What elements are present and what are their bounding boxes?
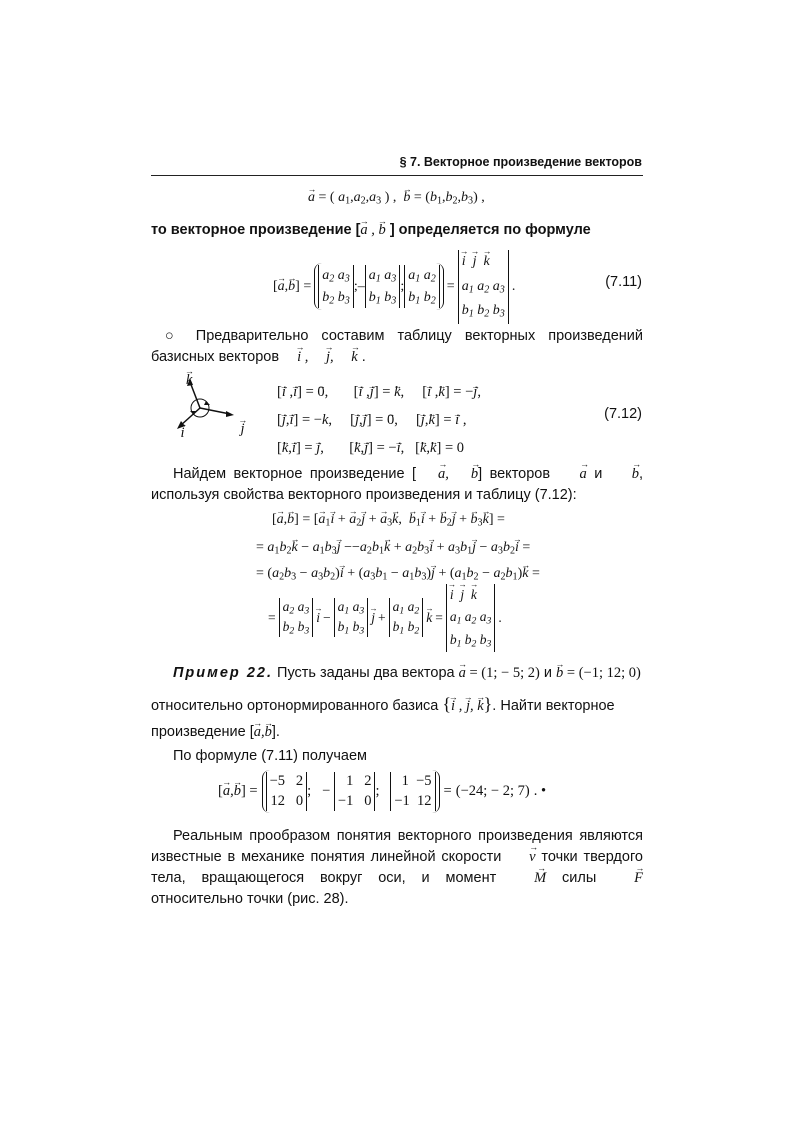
header-rule (151, 175, 643, 176)
derivation-step-2: = $a_1b_2\to k - a_1b_3\to j --a_2b_1\to k + a_2b_3\to i + a_3b_1\to j - a_3b_2\to i$ = (256, 540, 530, 557)
equation-number-7-11: (7.11) (605, 274, 642, 290)
running-header: § 7. Векторное произведение векторов (399, 155, 642, 169)
intro-line: то векторное произведение [→ a , → b ] определяется по формуле (151, 222, 591, 239)
formula-reference: По формуле (7.11) получаем (173, 748, 367, 764)
axis-label-j: → j (241, 421, 245, 438)
paragraph-mechanics: Реальным прообразом понятия векторного произведения являются известные в механике понятия линейной скорости → v точки твердого тела, вращающегося вокруг оси, и момент → M силы → F относительно точки (рис. 28). (151, 826, 643, 910)
example-22-line3: произведение [→ a,→ b]. (151, 724, 280, 741)
axis-label-k: → k (186, 372, 192, 389)
derivation-step-1: [→ a,→ b] = [→ $a_1\to i$ + → $a_2\to j$ + → $a_3\to k$, → $b_1\to i$ + → $b_2\to j$ + → $b_3\to k$] = (272, 512, 505, 529)
formula-7-11: [→ a,→ b] = $a_2$ $a_3$ $b_2$ $b_3;-a_1$ $a_3$ $b_1$ $b_3;a_1$ $a_2$ $b_1$ $b_2$ = → i → j → k $a_1$ $a_2$ $a_3$ $b_1$ $b_2$ $b_3$ . (273, 250, 515, 324)
example-result: [→ a,→ b] = −5 2 12 0; − 1 2 −1 0; 1 −5 −1 12 = (−24; − 2; 7) . • (218, 770, 546, 813)
basis-product-table: [→ i ,→ i] = → 0, [→ i ,→ j] = → k, [→ i ,→ k] = −→ j, [→ j,→ i] = −k, [→ j,→ j] = → 0, [→ j,→ k] = → i , [→ k,→ i] = → j, [→ k,→ j] = −→ i, [→ k,→ k] = 0 (277, 378, 481, 462)
paragraph-basis-table: ○ Предварительно составим таблицу векторных произведений базисных векторов → i , → j, → k . (151, 326, 643, 368)
vector-definition: → a = ( $a_1,a_2,a_3$ ) , → $b = (b_1,b_2,b_3)$ , (308, 190, 485, 207)
equation-number-7-12: (7.12) (604, 406, 642, 422)
example-22-line2: относительно ортонормированного базиса {→ i , → j, → k}. Найти векторное (151, 694, 615, 715)
basis-axes-figure (162, 372, 242, 442)
derivation-step-3: = $(a_2b_3 - a_3b_2)\to i + (a_3b_1 - a_1b_3)\to j + (a_1b_2 - a_2b_1)\to k$ = (256, 566, 540, 583)
example-22-line1: Пример 22. Пусть заданы два вектора → a = (1; − 5; 2) и → b = (−1; 12; 0) (173, 665, 641, 682)
paragraph-derivation: Найдем векторное произведение [→ a,→ b] векторов → a и → b, используя свойства векторного произведения и таблицу (7.12): (151, 464, 643, 506)
derivation-step-4: = $a_2$ $a_3$ $b_2$ $b_3$ → i − $a_1$ $a_3$ $b_1$ $b_3$ → j + $a_1$ $a_2$ $b_1$ $b_2$ → k = → i → j → k $a_1$ $a_2$ $a_3$ $b_1$ $b_2$ $b_3$ . (268, 584, 502, 652)
axis-label-i: → i (180, 425, 184, 442)
